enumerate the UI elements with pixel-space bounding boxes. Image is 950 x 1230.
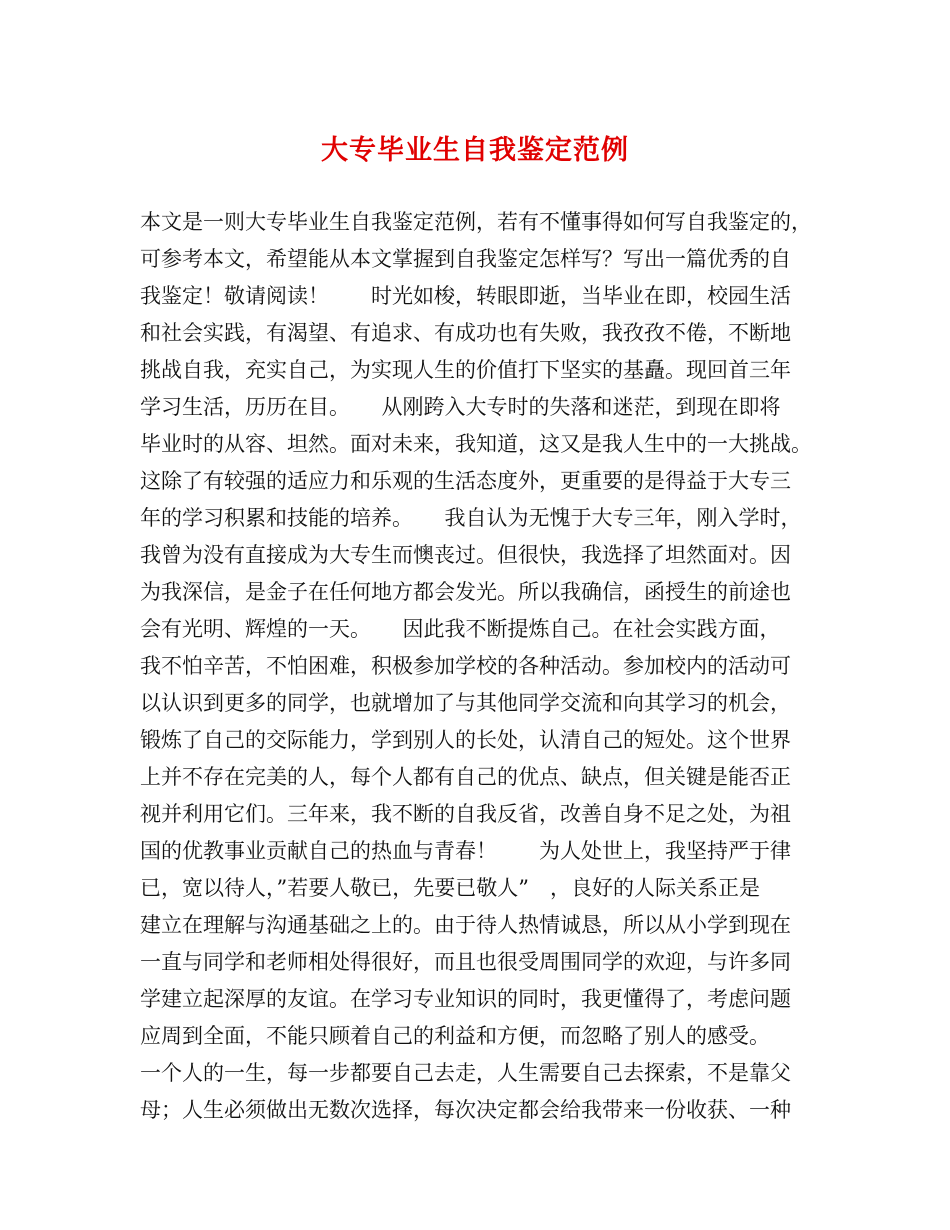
body-line: 学建立起深厚的友谊。在学习专业知识的同时，我更懂得了，考虑问题 [140, 987, 791, 1011]
body-line: 一个人的一生，每一步都要自己去走，人生需要自己去探索，不是靠父 [140, 1061, 791, 1085]
body-line: 学习生活，历历在目。 从刚跨入大专时的失落和迷茫，到现在即将 [140, 395, 781, 419]
body-line: 本文是一则大专毕业生自我鉴定范例，若有不懂事得如何写自我鉴定的， [140, 210, 812, 234]
body-line: 为我深信，是金子在任何地方都会发光。所以我确信，函授生的前途也 [140, 580, 791, 604]
body-line: 这除了有较强的适应力和乐观的生活态度外，更重要的是得益于大专三 [140, 469, 791, 493]
body-line: 会有光明、辉煌的一天。 因此我不断提炼自己。在社会实践方面， [140, 617, 781, 641]
body-line: 我不怕辛苦，不怕困难，积极参加学校的各种活动。参加校内的活动可 [140, 654, 791, 678]
body-line: 建立在理解与沟通基础之上的。由于待人热情诚恳，所以从小学到现在 [140, 913, 791, 937]
body-line: 可参考本文，希望能从本文掌握到自我鉴定怎样写？写出一篇优秀的自 [140, 247, 791, 271]
body-line: 我鉴定！敬请阅读！ 时光如梭，转眼即逝，当毕业在即，校园生活 [140, 284, 791, 308]
body-line: 已，宽以待人，”若要人敬已，先要已敬人” ，良好的人际关系正是 [140, 876, 760, 900]
body-line: 视并利用它们。三年来，我不断的自我反省，改善自身不足之处，为祖 [140, 802, 791, 826]
body-line: 一直与同学和老师相处得很好，而且也很受周围同学的欢迎，与许多同 [140, 950, 791, 974]
body-line: 以认识到更多的同学，也就增加了与其他同学交流和向其学习的机会， [140, 691, 791, 715]
body-line: 挑战自我，充实自己，为实现人生的价值打下坚实的基矗。现回首三年 [140, 358, 791, 382]
body-line: 母；人生必须做出无数次选择，每次决定都会给我带来一份收获、一种 [140, 1098, 791, 1122]
body-line: 和社会实践，有渴望、有追求、有成功也有失败，我孜孜不倦，不断地 [140, 321, 791, 345]
body-line: 国的优教事业贡献自己的热血与青春！ 为人处世上，我坚持严于律 [140, 839, 791, 863]
body-line: 上并不存在完美的人，每个人都有自己的优点、缺点，但关键是能否正 [140, 765, 791, 789]
body-line: 年的学习积累和技能的培养。 我自认为无愧于大专三年，刚入学时， [140, 506, 802, 530]
document-body [140, 204, 830, 1129]
body-line: 我曾为没有直接成为大专生而懊丧过。但很快，我选择了坦然面对。因 [140, 543, 791, 567]
body-line: 毕业时的从容、坦然。面对未来，我知道，这又是我人生中的一大挑战。 [140, 432, 812, 456]
document-title: 大专毕业生自我鉴定范例 [321, 135, 629, 166]
body-line: 应周到全面，不能只顾着自己的利益和方便，而忽略了别人的感受。 [140, 1024, 770, 1048]
body-line: 锻炼了自己的交际能力，学到别人的长处，认清自己的短处。这个世界 [140, 728, 791, 752]
